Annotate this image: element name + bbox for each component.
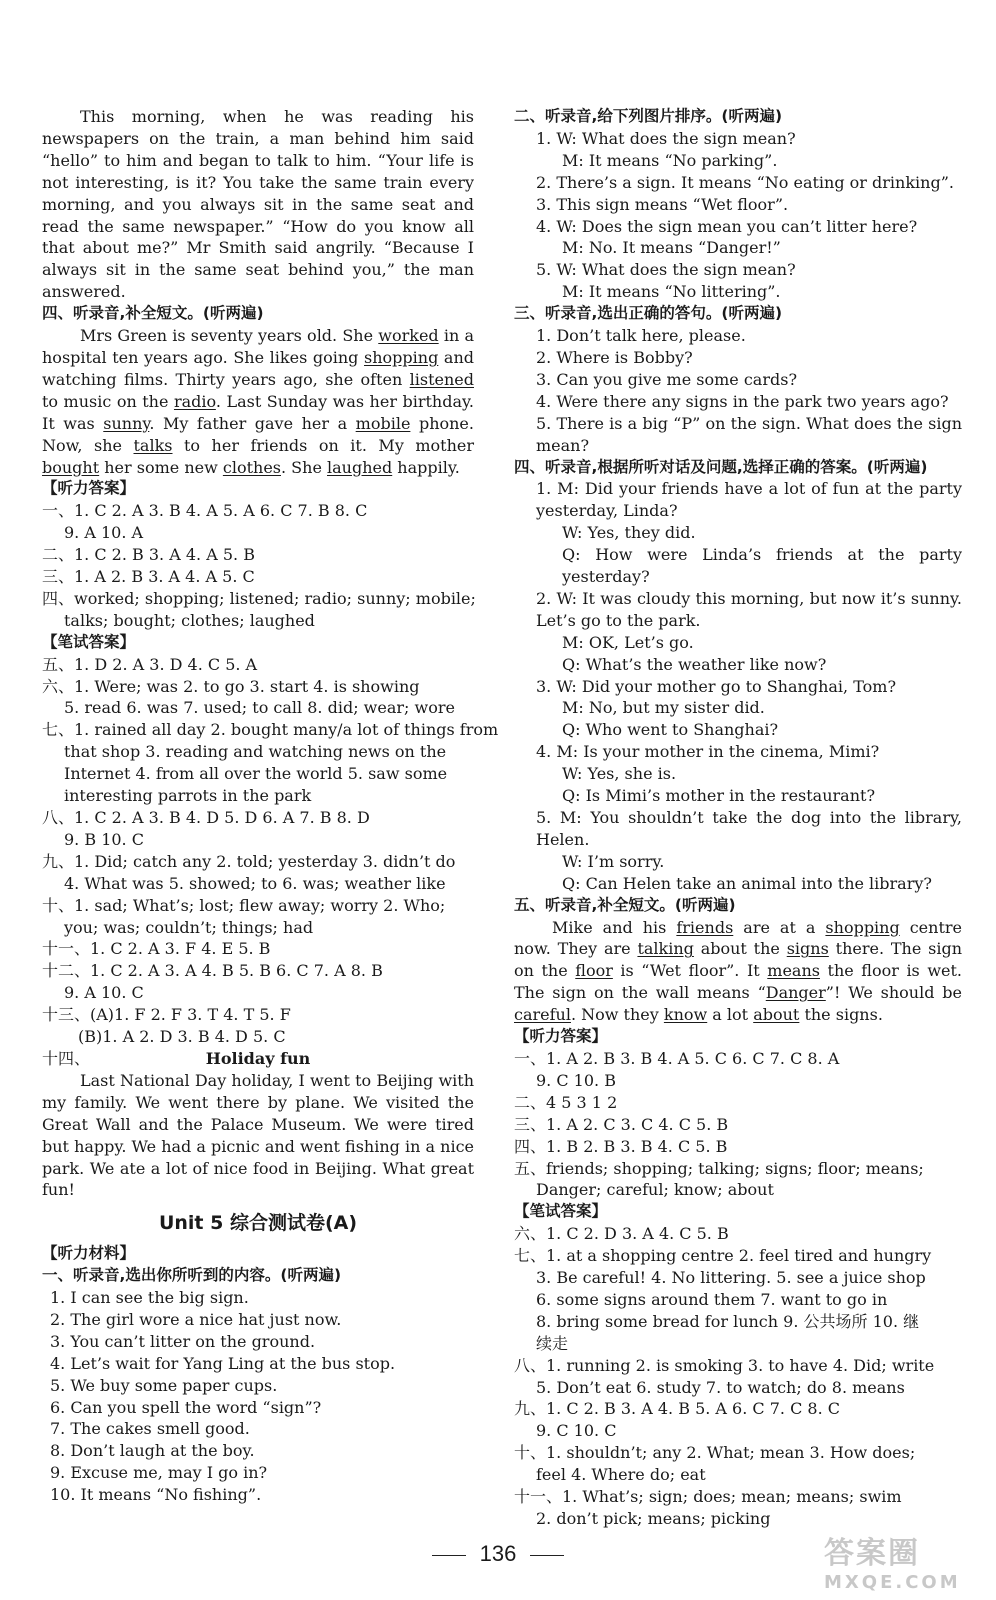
answer-line: 三、1. A 2. C 3. C 4. C 5. B xyxy=(514,1114,729,1134)
material-list xyxy=(42,1287,474,1506)
dialogue-line: Q: Who went to Shanghai? xyxy=(562,720,779,740)
material-list xyxy=(514,325,962,456)
answer-line: 五、friends; shopping; talking; signs; floor; means; xyxy=(514,1158,924,1178)
answer-line: interesting parrots in the park xyxy=(64,786,312,806)
section-heading: 三、听录音,选出正确的答句。(听两遍) xyxy=(514,304,783,323)
material-item: 4. Let’s wait for Yang Ling at the bus stop. xyxy=(50,1353,396,1373)
answer-line: 十一、1. What’s; sign; does; mean; means; swim xyxy=(514,1487,902,1507)
answer-line: that shop 3. reading and watching news on the xyxy=(64,742,447,762)
cloze-text: happily. xyxy=(392,457,460,477)
filled-blank: about xyxy=(753,1005,800,1025)
material-item: 8. Don’t laugh at the boy. xyxy=(50,1441,255,1461)
filled-blank: listened xyxy=(409,369,474,389)
cloze-text: there. The sign on the xyxy=(514,939,963,981)
dialogue-line: 4. M: Is your mother in the cinema, Mimi? xyxy=(536,742,880,762)
essay-text: Last National Day holiday, I went to Beijing with my family. We went there by plane. We visited the Great Wall and the Palace Museum. We were tired but happy. We had a picnic and went fishing in a nice park. We ate a lot of nice food in Beijing. What great fun! xyxy=(42,1070,474,1200)
cloze-text: in a hospital ten years ago. She likes going xyxy=(42,326,474,367)
filled-blank: know xyxy=(663,1005,708,1025)
answer-line: 二、4 5 3 1 2 xyxy=(514,1092,618,1112)
answer-line: 六、1. C 2. D 3. A 4. C 5. B xyxy=(514,1224,729,1244)
dialogue-line: 2. W: It was cloudy this morning, but now it’s sunny. Let’s go to the park. xyxy=(536,588,962,630)
answer-line: 5. read 6. was 7. used; to call 8. did; wear; wore xyxy=(64,698,455,718)
filled-blank: talks xyxy=(133,435,173,455)
section-label: 十四、 xyxy=(42,1048,91,1068)
watermark-text: 答案圈 xyxy=(824,1536,920,1571)
dialogue-line: 2. There’s a sign. It means “No eating or drinking”. xyxy=(536,172,954,192)
answer-line: 九、1. C 2. B 3. A 4. B 5. A 6. C 7. C 8. C xyxy=(514,1399,841,1419)
material-item: 2. Where is Bobby? xyxy=(536,347,693,367)
dialogue-line: M: No, but my sister did. xyxy=(562,698,765,718)
story-paragraph: This morning, when he was reading his newspapers on the train, a man behind him said “hello” to him and began to talk to him. “Your life is not interesting, is it? You take the same train every morning, and you always sit in the same seat and read the same newspaper.” “How do you know all that about me?” Mr Smith said angrily. “Because I always sit in the same seat behind you,” the man answered. xyxy=(42,107,474,302)
answer-line: talks; bought; clothes; laughed xyxy=(64,610,315,630)
answer-line: 一、1. A 2. B 3. B 4. A 5. C 6. C 7. C 8. A xyxy=(514,1048,840,1068)
dialogue-line: M: It means “No parking”. xyxy=(562,150,778,170)
filled-blank: laughed xyxy=(327,457,393,477)
answer-line: 一、1. C 2. A 3. B 4. A 5. A 6. C 7. B 8. C xyxy=(42,501,368,521)
filled-blank: friends xyxy=(676,917,734,937)
answer-line: 9. B 10. C xyxy=(64,829,144,849)
answer-line: (B)1. A 2. D 3. B 4. D 5. C xyxy=(78,1027,286,1047)
answer-line: 5. Don’t eat 6. study 7. to watch; do 8. means xyxy=(536,1377,905,1397)
filled-blank: mobile xyxy=(355,413,411,433)
cloze-paragraph xyxy=(42,325,474,478)
cloze-text: her some new xyxy=(99,457,223,477)
filled-blank: means xyxy=(767,961,820,981)
dialogue-line: 1. M: Did your friends have a lot of fun at the party yesterday, Linda? xyxy=(536,479,962,521)
section-heading: 五、听录音,补全短文。(听两遍) xyxy=(514,895,736,914)
answer-line: feel 4. Where do; eat xyxy=(536,1465,706,1485)
material-item: 7. The cakes smell good. xyxy=(50,1419,250,1439)
filled-blank: talking xyxy=(637,939,694,959)
answer-line: 七、1. rained all day 2. bought many/a lot of things from xyxy=(42,720,499,740)
filled-blank: clothes xyxy=(222,457,281,477)
answer-line: 九、1. Did; catch any 2. told; yesterday 3. didn’t do xyxy=(42,851,456,871)
cloze-text: a lot xyxy=(707,1005,754,1025)
material-item: 3. You can’t litter on the ground. xyxy=(50,1331,316,1351)
cloze-text: Mike and his xyxy=(552,917,677,937)
left-column xyxy=(42,106,499,1506)
answer-line: 四、1. B 2. B 3. B 4. C 5. B xyxy=(514,1136,728,1156)
material-item: 9. Excuse me, may I go in? xyxy=(50,1463,268,1483)
dialogue-list xyxy=(514,478,962,894)
answer-line: 十三、(A)1. F 2. F 3. T 4. T 5. F xyxy=(42,1005,291,1025)
filled-blank: shopping xyxy=(825,917,900,937)
material-item: 5. We buy some paper cups. xyxy=(50,1375,278,1395)
material-item: 5. There is a big “P” on the sign. What does the sign mean? xyxy=(536,413,962,455)
written-answers-heading: 【笔试答案】 xyxy=(42,632,136,651)
filled-blank: Danger xyxy=(765,983,826,1003)
cloze-text: . Last Sunday was her birthday. It was xyxy=(42,391,475,433)
listening-answers xyxy=(514,1048,962,1201)
dialogue-line: 3. This sign means “Wet floor”. xyxy=(536,194,789,214)
filled-blank: bought xyxy=(42,457,100,477)
answer-line: 七、1. at a shopping centre 2. feel tired and hungry xyxy=(514,1246,932,1266)
filled-blank: sunny xyxy=(103,413,150,433)
cloze-text: and watching films. Thirty years ago, she often xyxy=(42,347,474,389)
cloze-text: the signs. xyxy=(799,1005,883,1025)
dialogue-line: 5. W: What does the sign mean? xyxy=(536,260,796,280)
cloze-paragraph xyxy=(514,917,962,1027)
section-heading: 四、听录音,补全短文。(听两遍) xyxy=(42,304,264,323)
cloze-text: are at a xyxy=(733,917,826,937)
dialogue-line: M: OK, Let’s go. xyxy=(562,632,694,652)
cloze-text: . Now they xyxy=(570,1005,664,1025)
answer-line: 9. C 10. B xyxy=(536,1070,616,1090)
cloze-text: is “Wet floor”. It xyxy=(612,961,768,981)
dialogue-line: 3. W: Did your mother go to Shanghai, Tom? xyxy=(536,676,897,696)
cloze-text: the floor is wet. The sign on the wall means “ xyxy=(514,961,963,1003)
material-item: 4. Were there any signs in the park two years ago? xyxy=(536,391,949,411)
filled-blank: radio xyxy=(173,391,216,411)
answer-line: 八、1. C 2. A 3. B 4. D 5. D 6. A 7. B 8. D xyxy=(42,808,370,827)
answer-line: 3. Be careful! 4. No littering. 5. see a juice shop xyxy=(536,1268,926,1288)
dialogue-line: 1. W: What does the sign mean? xyxy=(536,128,796,148)
answer-line: 9. A 10. A xyxy=(64,523,144,543)
section-heading: 四、听录音,根据所听对话及问题,选择正确的答案。(听两遍) xyxy=(514,457,928,476)
answer-line: 4. What was 5. showed; to 6. was; weather like xyxy=(64,873,446,893)
filled-blank: worked xyxy=(378,326,439,346)
material-item: 2. The girl wore a nice hat just now. xyxy=(50,1309,342,1329)
watermark-url: MXQE.COM xyxy=(824,1572,961,1593)
cloze-text: to her friends on it. My mother xyxy=(172,435,475,455)
dialogue-line: M: No. It means “Danger!” xyxy=(562,238,781,258)
filled-blank: signs xyxy=(786,939,829,959)
cloze-text: . My father gave her a xyxy=(149,413,356,433)
answer-line: 续走 xyxy=(536,1333,569,1353)
cloze-text: to music on the xyxy=(42,391,174,411)
written-answers-heading: 【笔试答案】 xyxy=(514,1202,608,1221)
cloze-text: phone. Now, she xyxy=(42,413,474,455)
essay-block xyxy=(42,1048,474,1201)
dialogue-line: M: It means “No littering”. xyxy=(562,282,781,302)
material-item: 10. It means “No fishing”. xyxy=(50,1485,262,1505)
answer-line: 6. some signs around them 7. want to go in xyxy=(536,1289,888,1309)
cloze-text: . She xyxy=(281,457,327,477)
material-heading: 【听力材料】 xyxy=(42,1244,136,1263)
page-number-text: 136 xyxy=(479,1541,517,1566)
unit-title: Unit 5 综合测试卷(A) xyxy=(158,1212,358,1235)
listening-answers-heading: 【听力答案】 xyxy=(514,1027,608,1046)
dialogue-line: W: I’m sorry. xyxy=(562,851,665,871)
watermark-logo xyxy=(824,1528,974,1593)
answer-line: Danger; careful; know; about xyxy=(536,1180,774,1200)
dialogue-line: 4. W: Does the sign mean you can’t litter here? xyxy=(536,216,918,236)
dialogue-line: Q: What’s the weather like now? xyxy=(562,654,827,674)
answer-line: 三、1. A 2. B 3. A 4. A 5. C xyxy=(42,567,255,587)
dialogue-line: 5. M: You shouldn’t take the dog into the library, Helen. xyxy=(536,808,962,849)
cloze-text: about the xyxy=(693,939,787,959)
cloze-text: ”! We should be xyxy=(825,983,962,1003)
answer-line: 8. bring some bread for lunch 9. 公共场所 10. 继 xyxy=(536,1311,920,1331)
answer-line: 2. don’t pick; means; picking xyxy=(536,1509,771,1528)
answer-line: 八、1. running 2. is smoking 3. to have 4. Did; write xyxy=(514,1355,935,1375)
written-answers xyxy=(514,1223,962,1530)
essay-title: Holiday fun xyxy=(205,1048,311,1068)
filled-blank: shopping xyxy=(364,347,439,367)
filled-blank: careful xyxy=(514,1005,571,1025)
listening-answers xyxy=(42,500,474,631)
answer-line: you; was; couldn’t; things; had xyxy=(64,917,314,937)
dialogue-line: W: Yes, she is. xyxy=(562,764,677,784)
dialogue-line: Q: Can Helen take an animal into the library? xyxy=(562,873,932,893)
written-answers xyxy=(42,654,499,1048)
dash-decoration xyxy=(432,1555,466,1556)
listening-answers-heading: 【听力答案】 xyxy=(42,479,136,498)
material-item: 1. I can see the big sign. xyxy=(50,1288,249,1308)
right-column xyxy=(514,106,962,1530)
section-heading: 一、听录音,选出你所听到的内容。(听两遍) xyxy=(42,1266,342,1285)
material-item: 1. Don’t talk here, please. xyxy=(536,326,746,346)
dialogue-line: W: Yes, they did. xyxy=(562,523,696,543)
answer-line: 六、1. Were; was 2. to go 3. start 4. is showing xyxy=(42,676,420,696)
answer-line: 9. A 10. C xyxy=(64,983,144,1003)
answer-line: 五、1. D 2. A 3. D 4. C 5. A xyxy=(42,654,258,674)
filled-blank: floor xyxy=(575,961,613,981)
answer-line: 十二、1. C 2. A 3. A 4. B 5. B 6. C 7. A 8. B xyxy=(42,961,383,981)
answer-line: Internet 4. from all over the world 5. saw some xyxy=(64,764,448,784)
section-heading: 二、听录音,给下列图片排序。(听两遍) xyxy=(514,107,783,125)
material-item: 6. Can you spell the word “sign”? xyxy=(50,1397,322,1417)
answer-line: 9. C 10. C xyxy=(536,1421,617,1441)
dash-decoration xyxy=(530,1555,564,1556)
answer-line: 十一、1. C 2. A 3. F 4. E 5. B xyxy=(42,939,271,959)
material-list xyxy=(514,128,962,303)
dialogue-line: Q: How were Linda’s friends at the party yesterday? xyxy=(562,545,962,587)
answer-line: 四、worked; shopping; listened; radio; sunny; mobile; xyxy=(42,588,476,608)
material-item: 3. Can you give me some cards? xyxy=(536,369,798,389)
dialogue-line: Q: Is Mimi’s mother in the restaurant? xyxy=(562,786,876,806)
answer-line: 二、1. C 2. B 3. A 4. A 5. B xyxy=(42,545,255,565)
answer-line: 十、1. sad; What’s; lost; flew away; worry 2. Who; xyxy=(42,895,446,915)
cloze-text: centre now. They are xyxy=(514,917,962,959)
cloze-text: Mrs Green is seventy years old. She xyxy=(80,326,379,346)
answer-line: 十、1. shouldn’t; any 2. What; mean 3. How does; xyxy=(514,1443,916,1463)
